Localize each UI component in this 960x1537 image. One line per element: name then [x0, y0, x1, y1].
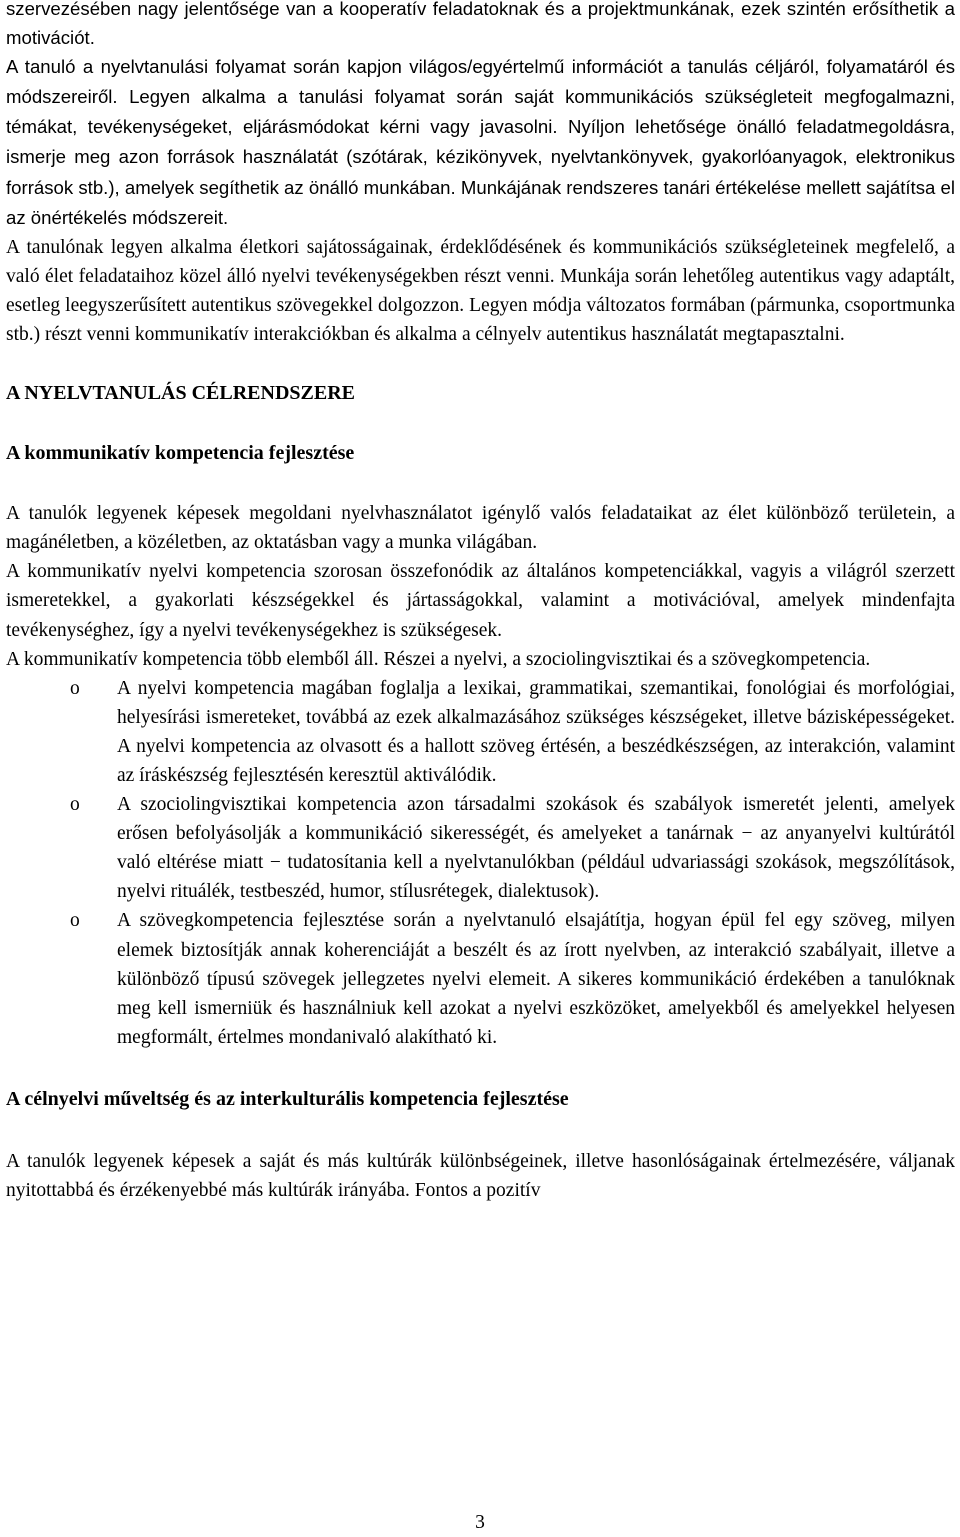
- body-paragraph: A kommunikatív nyelvi kompetencia szorosan összefonódik az általános kompetenciákkal, vagyis a világról szerzett ismeretekkel, a gyakorlati készségekkel és jártasságokkal, valamint a motivációval, amelyek mindenfajta tevékenységhez, így a nyelvi tevékenységekhez is szükségesek.: [6, 561, 955, 641]
- competence-list: [6, 674, 955, 1052]
- body-paragraph: [6, 52, 955, 233]
- list-item-text: A szövegkompetencia fejlesztése során a nyelvtanuló elsajátítja, hogyan épül fel egy szöveg, milyen elemek biztosítják annak koherenciáját a beszélt és az írott nyelvben, az interakció szabályait, illetve a különböző típusú szövegek jellegzetes nyelvi elemeit. A sikeres kommunikáció érdekében a tanulóknak meg kell ismerniük és használniuk kell azokat a nyelvi eszközöket, amelyekből és amelyekkel helyesen megformált, értelmes mondanivaló alakítható ki.: [117, 910, 955, 1048]
- list-item-text: A szociolingvisztikai kompetencia azon társadalmi szokások és szabályok ismeretét jelenti, amelyek erősen befolyásolják a kommunikáció sikerességét, és amelyeket a tanárnak − az anyanyelvi kultúrától való eltérése miatt − tudatosítania kell a nyelvtanulókban (például udvariassági szokások, megszólítások, nyelvi rituálék, testbeszéd, humor, stílusrétegek, dialektusok).: [117, 794, 955, 903]
- list-item-text: A nyelvi kompetencia magában foglalja a lexikai, grammatikai, szemantikai, fonológiai és morfológiai, helyesírási ismereteket, továbbá az ezek alkalmazásához szükséges készségeket, illetve bázisképességeket. A nyelvi kompetencia az olvasott és a hallott szöveg értésén, a beszédkészségen, az interakción, valamint az íráskészség fejlesztésén keresztül aktiválódik.: [117, 677, 955, 786]
- body-paragraph: [6, 233, 955, 349]
- subsection-heading: A célnyelvi műveltség és az interkulturális kompetencia fejlesztése: [6, 1087, 569, 1110]
- body-paragraph: [6, 0, 955, 52]
- list-item: [6, 906, 955, 1051]
- page-number: 3: [475, 1512, 485, 1533]
- list-item: [6, 790, 955, 906]
- subsection-heading: A kommunikatív kompetencia fejlesztése: [6, 442, 355, 465]
- document-page: [6, 0, 955, 1205]
- body-paragraph: A tanulók legyenek képesek a saját és más kultúrák különbségeinek, illetve hasonlóságainak értelmezésére, váljanak nyitottabbá és érzékenyebbé más kultúrák irányába. Fontos a pozitív: [6, 1150, 955, 1201]
- paragraph-text: A tanulónak legyen alkalma életkori sajátosságainak, érdeklődésének és kommunikációs szükségleteinek megfelelő, a való élet feladataihoz közel álló nyelvi tevékenységekben részt venni. Munkája során lehetőleg autentikus vagy adaptált, esetleg leegyszerűsített autentikus szövegekkel dolgozzon. Legyen módja változatos formában (pármunka, csoportmunka stb.) részt venni kommunikatív interakciókban és alkalma a célnyelv autentikus használatát megtapasztalni.: [6, 236, 955, 346]
- paragraph-text: A tanuló a nyelvtanulási folyamat során kapjon világos/egyértelmű információt a tanulás céljáról, folyamatáról és módszereiről. Legyen alkalma a tanulási folyamat során saját kommunikációs szükségleteit megfogalmazni, témákat, tevékenységeket, eljárásmódokat kérni vagy javasolni. Nyíljon lehetősége önálló feladatmegoldásra, ismerje meg azon források használatát (szótárak, kézikönyvek, nyelvtankönyvek, gyakorlóanyagok, elektronikus források stb.), amelyek segíthetik az önálló munkában. Munkájának rendszeres tanári értékelése mellett sajátítsa el az önértékelés módszereit.: [6, 56, 955, 228]
- paragraph-text: szervezésében nagy jelentősége van a kooperatív feladatoknak és a projektmunkának, ezek szintén erősíthetik a motivációt.: [6, 0, 955, 49]
- body-paragraph: A tanulók legyenek képesek megoldani nyelvhasználatot igénylő valós feladataikat az élet különböző területein, a magánéletben, a közéletben, az oktatásban vagy a munka világában.: [6, 503, 955, 554]
- body-paragraph: A kommunikatív kompetencia több elemből áll. Részei a nyelvi, a szociolingvisztikai és a szövegkompetencia.: [6, 648, 871, 670]
- list-item: [6, 674, 955, 790]
- bullet-marker: o: [70, 677, 80, 699]
- bullet-marker: o: [70, 794, 80, 816]
- section-heading: A NYELVTANULÁS CÉLRENDSZERE: [6, 382, 355, 405]
- bullet-marker: o: [70, 910, 80, 932]
